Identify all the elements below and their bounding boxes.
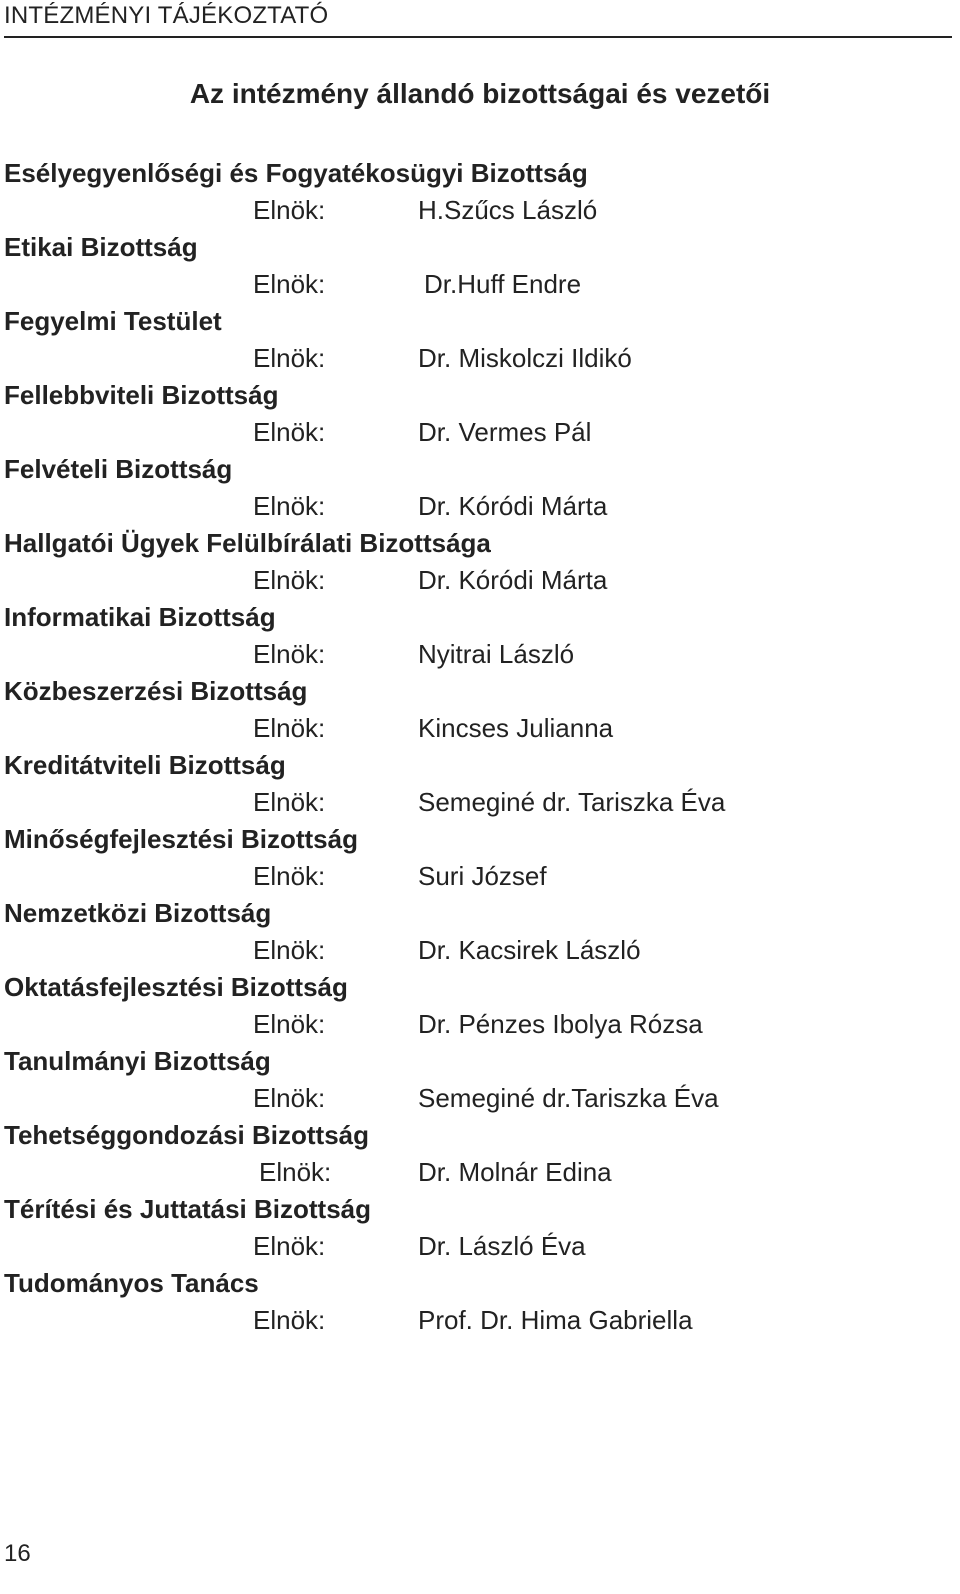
- chair-row: [4, 266, 944, 303]
- chair-name: Dr. Molnár Edina: [418, 1157, 612, 1187]
- chair-name: Prof. Dr. Hima Gabriella: [418, 1305, 693, 1335]
- chair-label: Elnök:: [253, 195, 326, 225]
- chair-name: Dr. Kóródi Márta: [418, 491, 608, 521]
- committee-entry: [4, 1043, 944, 1117]
- committee-name: Felvételi Bizottság: [4, 454, 233, 484]
- chair-row: [4, 932, 944, 969]
- committee-name: Tehetséggondozási Bizottság: [4, 1120, 369, 1150]
- chair-row: [4, 1228, 944, 1265]
- chair-row: [4, 192, 944, 229]
- chair-row: [4, 1006, 944, 1043]
- page-header: [4, 2, 952, 38]
- chair-name: Dr. László Éva: [418, 1231, 586, 1261]
- chair-row: [4, 562, 944, 599]
- chair-label: Elnök:: [253, 417, 326, 447]
- chair-name: Dr.Huff Endre: [424, 269, 582, 299]
- committee-entry: [4, 1191, 944, 1265]
- committee-name: Nemzetközi Bizottság: [4, 898, 272, 928]
- chair-name: Semeginé dr. Tariszka Éva: [418, 787, 726, 817]
- chair-label: Elnök:: [253, 639, 326, 669]
- chair-label: Elnök:: [253, 565, 326, 595]
- chair-row: [4, 1302, 944, 1339]
- committee-name: Esélyegyenlőségi és Fogyatékosügyi Bizottság: [4, 158, 588, 188]
- chair-row: [4, 1080, 944, 1117]
- chair-name: Dr. Kacsirek László: [418, 935, 641, 965]
- committee-name: Fellebbviteli Bizottság: [4, 380, 279, 410]
- chair-row: [4, 414, 944, 451]
- header-title: INTÉZMÉNYI TÁJÉKOZTATÓ: [4, 2, 329, 29]
- committee-entry: [4, 377, 944, 451]
- committee-entry: [4, 599, 944, 673]
- chair-name: H.Szűcs László: [418, 195, 598, 225]
- chair-name: Dr. Pénzes Ibolya Rózsa: [418, 1009, 703, 1039]
- chair-name: Nyitrai László: [418, 639, 575, 669]
- chair-label: Elnök:: [253, 861, 326, 891]
- committee-name: Etikai Bizottság: [4, 232, 198, 262]
- committee-entry: [4, 747, 944, 821]
- chair-row: [4, 488, 944, 525]
- page-number: 16: [4, 1540, 31, 1567]
- committee-entry: [4, 303, 944, 377]
- committee-entry: [4, 673, 944, 747]
- committee-list: [4, 155, 944, 1339]
- chair-row: [4, 784, 944, 821]
- chair-label: Elnök:: [253, 1009, 326, 1039]
- chair-label: Elnök:: [253, 935, 326, 965]
- chair-row: [4, 1154, 944, 1191]
- chair-row: [4, 636, 944, 673]
- committee-name: Közbeszerzési Bizottság: [4, 676, 308, 706]
- chair-row: [4, 858, 944, 895]
- chair-label: Elnök:: [253, 1231, 326, 1261]
- chair-label: Elnök:: [253, 713, 326, 743]
- chair-label: Elnök:: [253, 269, 326, 299]
- page-title: Az intézmény állandó bizottságai és vezetői: [189, 78, 771, 109]
- chair-name: Dr. Miskolczi Ildikó: [418, 343, 632, 373]
- committee-name: Minőségfejlesztési Bizottság: [4, 824, 358, 854]
- committee-entry: [4, 969, 944, 1043]
- committee-name: Informatikai Bizottság: [4, 602, 276, 632]
- chair-name: Dr. Kóródi Márta: [418, 565, 608, 595]
- committee-entry: [4, 895, 944, 969]
- committee-entry: [4, 229, 944, 303]
- chair-row: [4, 710, 944, 747]
- committee-entry: [4, 155, 944, 229]
- chair-name: Kincses Julianna: [418, 713, 614, 743]
- chair-row: [4, 340, 944, 377]
- chair-label: Elnök:: [253, 787, 326, 817]
- committee-name: Térítési és Juttatási Bizottság: [4, 1194, 371, 1224]
- chair-name: Suri József: [418, 861, 547, 891]
- chair-name: Dr. Vermes Pál: [418, 417, 592, 447]
- committee-entry: [4, 1265, 944, 1339]
- chair-label: Elnök:: [253, 491, 326, 521]
- committee-entry: [4, 525, 944, 599]
- committee-entry: [4, 1117, 944, 1191]
- committee-name: Fegyelmi Testület: [4, 306, 222, 336]
- committee-name: Hallgatói Ügyek Felülbírálati Bizottsága: [4, 528, 491, 558]
- committee-name: Tanulmányi Bizottság: [4, 1046, 271, 1076]
- committee-entry: [4, 451, 944, 525]
- committee-entry: [4, 821, 944, 895]
- chair-name: Semeginé dr.Tariszka Éva: [418, 1083, 719, 1113]
- committee-name: Oktatásfejlesztési Bizottság: [4, 972, 348, 1002]
- chair-label: Elnök:: [253, 1305, 326, 1335]
- committee-name: Kreditátviteli Bizottság: [4, 750, 286, 780]
- committee-name: Tudományos Tanács: [4, 1268, 259, 1298]
- chair-label: Elnök:: [253, 343, 326, 373]
- chair-label: Elnök:: [253, 1083, 326, 1113]
- chair-label: Elnök:: [259, 1157, 332, 1187]
